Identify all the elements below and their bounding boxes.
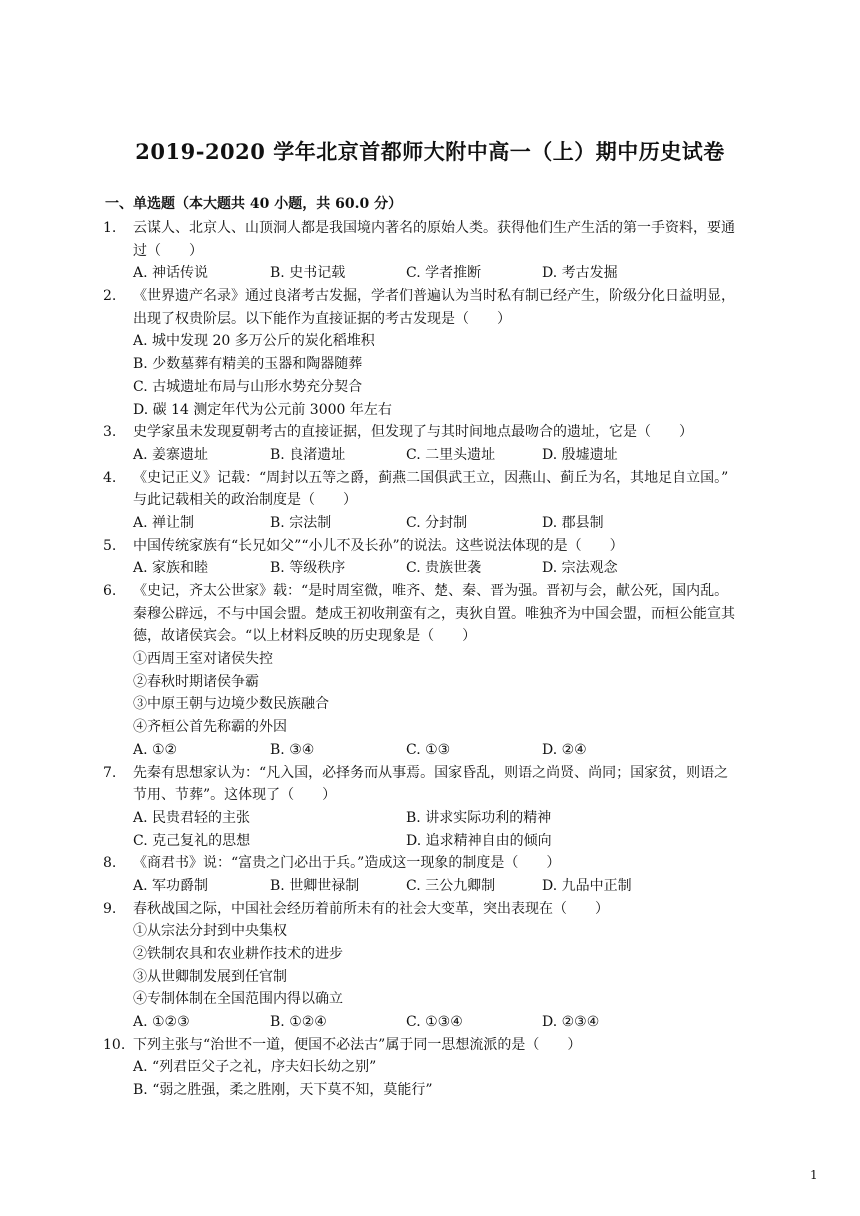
- option-a[interactable]: A. 民贵君轻的主张: [133, 809, 251, 826]
- option-a[interactable]: A. 城中发现 20 多万公斤的炭化稻堆积: [133, 333, 375, 350]
- option-a[interactable]: A. 姜寨遗址: [133, 446, 209, 463]
- option-b[interactable]: B. 少数墓葬有精美的玉器和陶器随葬: [133, 356, 363, 373]
- option-a[interactable]: A. 军功爵制: [133, 877, 209, 894]
- question-stem: 《史记正义》记载：“周封以五等之爵，蓟燕二国俱武王立，因燕山、蓟丘为名，其地足自立国。”: [133, 469, 729, 486]
- option-c[interactable]: C. 二里头遗址: [406, 446, 496, 463]
- question-stem-line: 与此记载相关的政治制度是（ ）: [133, 492, 357, 509]
- statement-1: ①从宗法分封到中央集权: [133, 923, 287, 940]
- statement-3: ③从世卿制发展到任官制: [133, 968, 287, 985]
- question-stem: 春秋战国之际，中国社会经历着前所未有的社会大变革，突出表现在（ ）: [133, 900, 609, 917]
- options-row: [133, 739, 753, 762]
- section-heading: 一、单选题（本大题共 40 小题，共 60.0 分）: [105, 196, 403, 212]
- question-10: [103, 1034, 753, 1057]
- option-d[interactable]: D. 宗法观念: [542, 560, 618, 577]
- option-a[interactable]: A. 神话传说: [133, 265, 209, 282]
- page-number: 1: [810, 1168, 818, 1182]
- question-4: [103, 467, 753, 490]
- question-number: 3.: [103, 424, 117, 441]
- question-stem: 下列主张与“治世不一道，便国不必法古”属于同一思想流派的是（ ）: [133, 1036, 582, 1053]
- statement-2: ②铁制农具和农业耕作技术的进步: [133, 946, 343, 962]
- question-stem-line: 秦穆公辟远，不与中国会盟。楚成王初收荆蛮有之，夷狄自置。唯独齐为中国会盟，而桓公能宣其: [133, 605, 735, 622]
- question-stem-line: 出现了权贵阶层。以下能作为直接证据的考古发现是（ ）: [133, 310, 511, 327]
- option-c[interactable]: C. 分封制: [406, 514, 468, 531]
- option-d[interactable]: D. 碳 14 测定年代为公元前 3000 年左右: [133, 401, 392, 418]
- question-stem: 《史记，齐太公世家》载：“是时周室微，唯齐、楚、秦、晋为强。晋初与会，献公死，国内乱。: [133, 583, 729, 599]
- question-stem: 《世界遗产名录》通过良渚考古发掘，学者们普遍认为当时私有制已经产生，阶级分化日益明显，: [133, 288, 735, 305]
- question-number: 4.: [103, 469, 117, 486]
- question-number: 6.: [103, 583, 117, 599]
- question-number: 5.: [103, 537, 117, 554]
- option-b[interactable]: B. 宗法制: [270, 514, 332, 531]
- option-a[interactable]: A. ①②③: [133, 1014, 190, 1031]
- question-list: [103, 217, 753, 1102]
- question-number: 7.: [103, 764, 117, 781]
- question-stem: 史学家虽未发现夏朝考古的直接证据，但发现了与其时间地点最吻合的遗址，它是（ ）: [133, 424, 693, 441]
- question-stem-line: 德，故诸侯宾会。“以上材料反映的历史现象是（ ）: [133, 628, 477, 645]
- option-c[interactable]: C. 学者推断: [406, 265, 482, 282]
- question-1: [103, 217, 753, 240]
- options-row: [133, 262, 753, 285]
- question-2: [103, 285, 753, 308]
- options-row: [133, 875, 753, 898]
- options-row: [133, 512, 753, 535]
- option-b[interactable]: B. 讲求实际功利的精神: [406, 809, 552, 826]
- option-d[interactable]: D. 殷墟遗址: [542, 446, 618, 463]
- option-a[interactable]: A. “列君臣父子之礼，序夫妇长幼之别”: [133, 1059, 377, 1076]
- question-6: [103, 580, 753, 603]
- statement-4: ④齐桓公首先称霸的外因: [133, 719, 287, 736]
- option-c[interactable]: C. ①③: [406, 741, 451, 758]
- question-stem: 云谋人、北京人、山顶洞人都是我国境内著名的原始人类。获得他们生产生活的第一手资料，要通: [133, 220, 735, 236]
- statement-2: ②春秋时期诸侯争霸: [133, 673, 259, 690]
- question-number: 8.: [103, 855, 117, 872]
- question-stem-line: 节用、节葬”。这体现了（ ）: [133, 787, 337, 804]
- options-row: [133, 807, 753, 830]
- option-d[interactable]: D. 郡县制: [542, 514, 604, 531]
- option-a[interactable]: A. ①②: [133, 741, 178, 758]
- option-b[interactable]: B. ①②④: [270, 1014, 327, 1031]
- options-row: [133, 557, 753, 580]
- question-number: 9.: [103, 900, 117, 917]
- question-7: [103, 762, 753, 785]
- options-row: [133, 1011, 753, 1034]
- question-3: [103, 421, 753, 444]
- option-d[interactable]: D. 九品中正制: [542, 877, 632, 894]
- question-number: 1.: [103, 220, 117, 236]
- question-stem-line: 过（ ）: [133, 242, 203, 259]
- option-c[interactable]: C. 贵族世袭: [406, 560, 482, 577]
- option-b[interactable]: B. ③④: [270, 741, 315, 758]
- option-d[interactable]: D. ②③④: [542, 1014, 600, 1031]
- option-c[interactable]: C. 克己复礼的思想: [133, 832, 251, 849]
- option-b[interactable]: B. 世卿世禄制: [270, 877, 360, 894]
- question-stem: 《商君书》说：“富贵之门必出于兵。”造成这一现象的制度是（ ）: [133, 855, 561, 872]
- statement-3: ③中原王朝与边境少数民族融合: [133, 696, 329, 713]
- question-number: 10.: [103, 1036, 126, 1053]
- option-d[interactable]: D. ②④: [542, 741, 587, 758]
- option-d[interactable]: D. 考古发掘: [542, 265, 618, 282]
- option-a[interactable]: A. 家族和睦: [133, 560, 209, 577]
- question-stem: 中国传统家族有“长兄如父”“小儿不及长孙”的说法。这些说法体现的是（ ）: [133, 537, 624, 554]
- question-5: [103, 535, 753, 558]
- statement-4: ④专制体制在全国范围内得以确立: [133, 991, 343, 1008]
- question-number: 2.: [103, 288, 117, 305]
- option-c[interactable]: C. 三公九卿制: [406, 877, 496, 894]
- option-b[interactable]: B. 良渚遗址: [270, 446, 346, 463]
- question-9: [103, 898, 753, 921]
- option-a[interactable]: A. 禅让制: [133, 514, 195, 531]
- option-d[interactable]: D. 追求精神自由的倾向: [406, 832, 552, 849]
- option-c[interactable]: C. 古城遗址布局与山形水势充分契合: [133, 378, 363, 395]
- option-b[interactable]: B. 等级秩序: [270, 560, 346, 577]
- options-row: [133, 830, 753, 853]
- options-row: [133, 444, 753, 467]
- question-stem: 先秦有思想家认为：“凡入国，必择务而从事焉。国家昏乱，则语之尚贤、尚同；国家贫，则语之: [133, 764, 729, 781]
- option-b[interactable]: B. “弱之胜强，柔之胜刚，天下莫不知，莫能行”: [133, 1082, 433, 1099]
- exam-title: 2019-2020 学年北京首都师大附中高一（上）期中历史试卷: [135, 139, 725, 164]
- option-b[interactable]: B. 史书记载: [270, 265, 346, 282]
- option-c[interactable]: C. ①③④: [406, 1014, 463, 1031]
- question-8: [103, 852, 753, 875]
- statement-1: ①西周王室对诸侯失控: [133, 651, 273, 668]
